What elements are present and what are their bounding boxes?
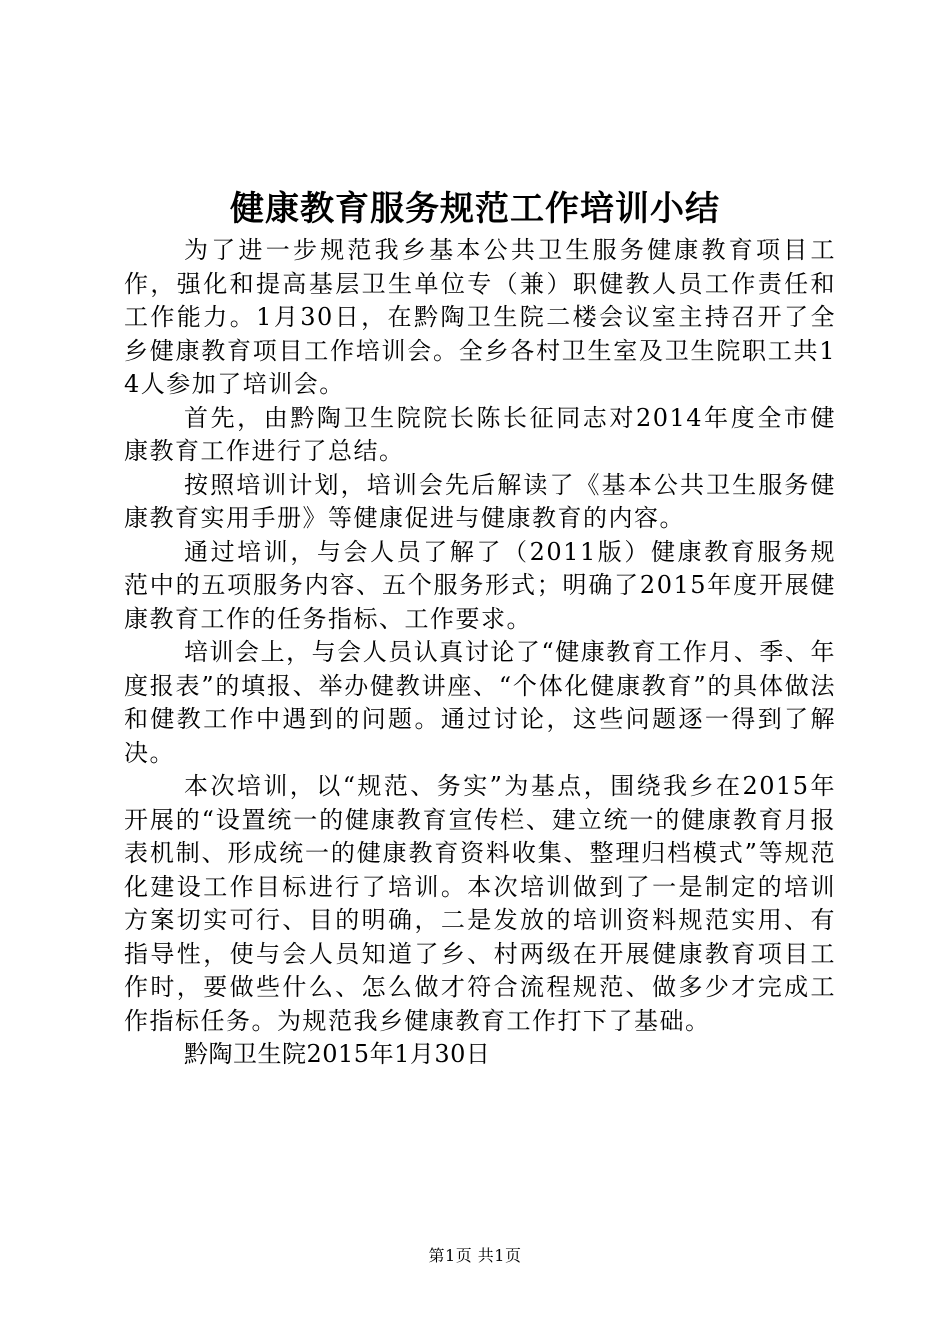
paragraph: 培训会上，与会人员认真讨论了“健康教育工作月、季、年度报表”的填报、举办健教讲座、“个体化健康教育”的具体做法和健教工作中遇到的问题。通过讨论，这些问题逐一得到了解决。	[124, 638, 836, 767]
page-footer: 第1页 共1页	[428, 1246, 522, 1265]
document-title: 健康教育服务规范工作培训小结	[230, 189, 720, 229]
paragraph: 为了进一步规范我乡基本公共卫生服务健康教育项目工作，强化和提高基层卫生单位专（兼）职健教人员工作责任和工作能力。1月30日，在黔陶卫生院二楼会议室主持召开了全乡健康教育项目工作培训会。全乡各村卫生室及卫生院职工共14人参加了培训会。	[124, 236, 836, 398]
paragraph: 按照培训计划，培训会先后解读了《基本公共卫生服务健康教育实用手册》等健康促进与健康教育的内容。	[124, 470, 836, 532]
document-body	[124, 234, 836, 1072]
paragraph: 本次培训，以“规范、务实”为基点，围绕我乡在2015年开展的“设置统一的健康教育宣传栏、建立统一的健康教育月报表机制、形成统一的健康教育资料收集、整理归档模式”等规范化建设工作目标进行了培训。本次培训做到了一是制定的培训方案切实可行、目的明确，二是发放的培训资料规范实用、有指导性，使与会人员知道了乡、村两级在开展健康教育项目工作时，要做些什么、怎么做才符合流程规范、做多少才完成工作指标任务。为规范我乡健康教育工作打下了基础。	[124, 772, 836, 1035]
paragraph: 通过培训，与会人员了解了（2011版）健康教育服务规范中的五项服务内容、五个服务形式；明确了2015年度开展健康教育工作的任务指标、工作要求。	[124, 537, 836, 633]
paragraph: 首先，由黔陶卫生院院长陈长征同志对2014年度全市健康教育工作进行了总结。	[124, 403, 836, 465]
signature-line: 黔陶卫生院2015年1月30日	[184, 1040, 491, 1068]
